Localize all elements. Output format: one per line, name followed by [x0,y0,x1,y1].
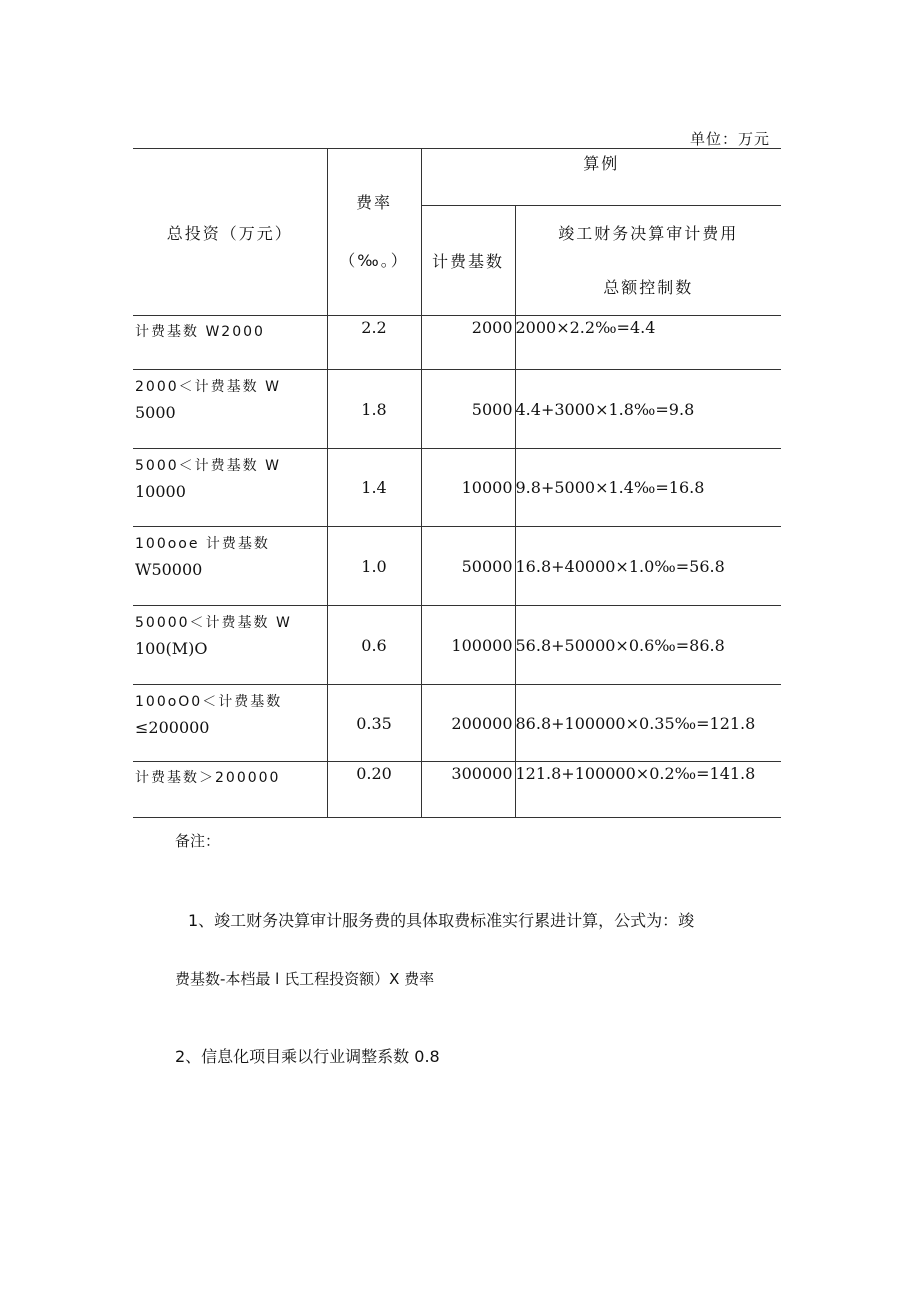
base-cell: 10000 [421,449,515,527]
table-row [133,370,781,449]
header-total-fee [515,206,781,316]
header-total-fee-line2: 总额控制数 [603,277,694,297]
range-cell: 计费基数 W2000 [133,316,327,370]
notes-title: 备注： [175,832,221,850]
fee-rate-table [133,148,781,818]
calc-cell: 9.8+5000×1.4‰=16.8 [515,449,781,527]
table-row [133,606,781,685]
base-cell: 100000 [421,606,515,685]
header-base: 计费基数 [421,206,515,316]
calc-cell: 121.8+100000×0.2‰=141.8 [515,762,781,818]
header-total-investment: 总投资（万元） [133,149,327,316]
range-cell: 2000＜计费基数 W 5000 [133,370,327,449]
rate-cell: 0.20 [327,762,421,818]
calc-cell: 16.8+40000×1.0‰=56.8 [515,527,781,606]
header-rate [327,149,421,316]
range-cell: 计费基数＞200000 [133,762,327,818]
range-cell: 100ooe 计费基数 W50000 [133,527,327,606]
header-example: 算例 [421,149,781,206]
base-cell: 200000 [421,685,515,762]
rate-cell: 1.4 [327,449,421,527]
note-item-1: 1、竣工财务决算审计服务费的具体取费标准实行累进计算，公式为：竣 [188,911,695,930]
rate-cell: 1.8 [327,370,421,449]
unit-label: 单位：万元 [689,130,770,148]
note-item-2: 2、信息化项目乘以行业调整系数 0.8 [175,1047,440,1066]
table-row [133,685,781,762]
table-row [133,527,781,606]
header-total-fee-line1: 竣工财务决算审计费用 [558,223,739,243]
range-cell: 50000＜计费基数 W 100(M)O [133,606,327,685]
table-row [133,762,781,818]
rate-cell: 2.2 [327,316,421,370]
rate-cell: 0.35 [327,685,421,762]
rate-cell: 1.0 [327,527,421,606]
calc-cell: 2000×2.2‰=4.4 [515,316,781,370]
base-cell: 300000 [421,762,515,818]
note-item-1-continued: 费基数-本档最 l 氏工程投资额）X 费率 [175,970,435,988]
base-cell: 50000 [421,527,515,606]
table-row [133,449,781,527]
range-cell: 100oO0＜计费基数 ≤200000 [133,685,327,762]
range-cell: 5000＜计费基数 W 10000 [133,449,327,527]
base-cell: 2000 [421,316,515,370]
base-cell: 5000 [421,370,515,449]
header-rate-line2: （‰。） [339,251,409,270]
calc-cell: 86.8+100000×0.35‰=121.8 [515,685,781,762]
rate-cell: 0.6 [327,606,421,685]
header-rate-line1: 费率 [355,193,392,212]
table-row [133,316,781,370]
calc-cell: 4.4+3000×1.8‰=9.8 [515,370,781,449]
calc-cell: 56.8+50000×0.6‰=86.8 [515,606,781,685]
